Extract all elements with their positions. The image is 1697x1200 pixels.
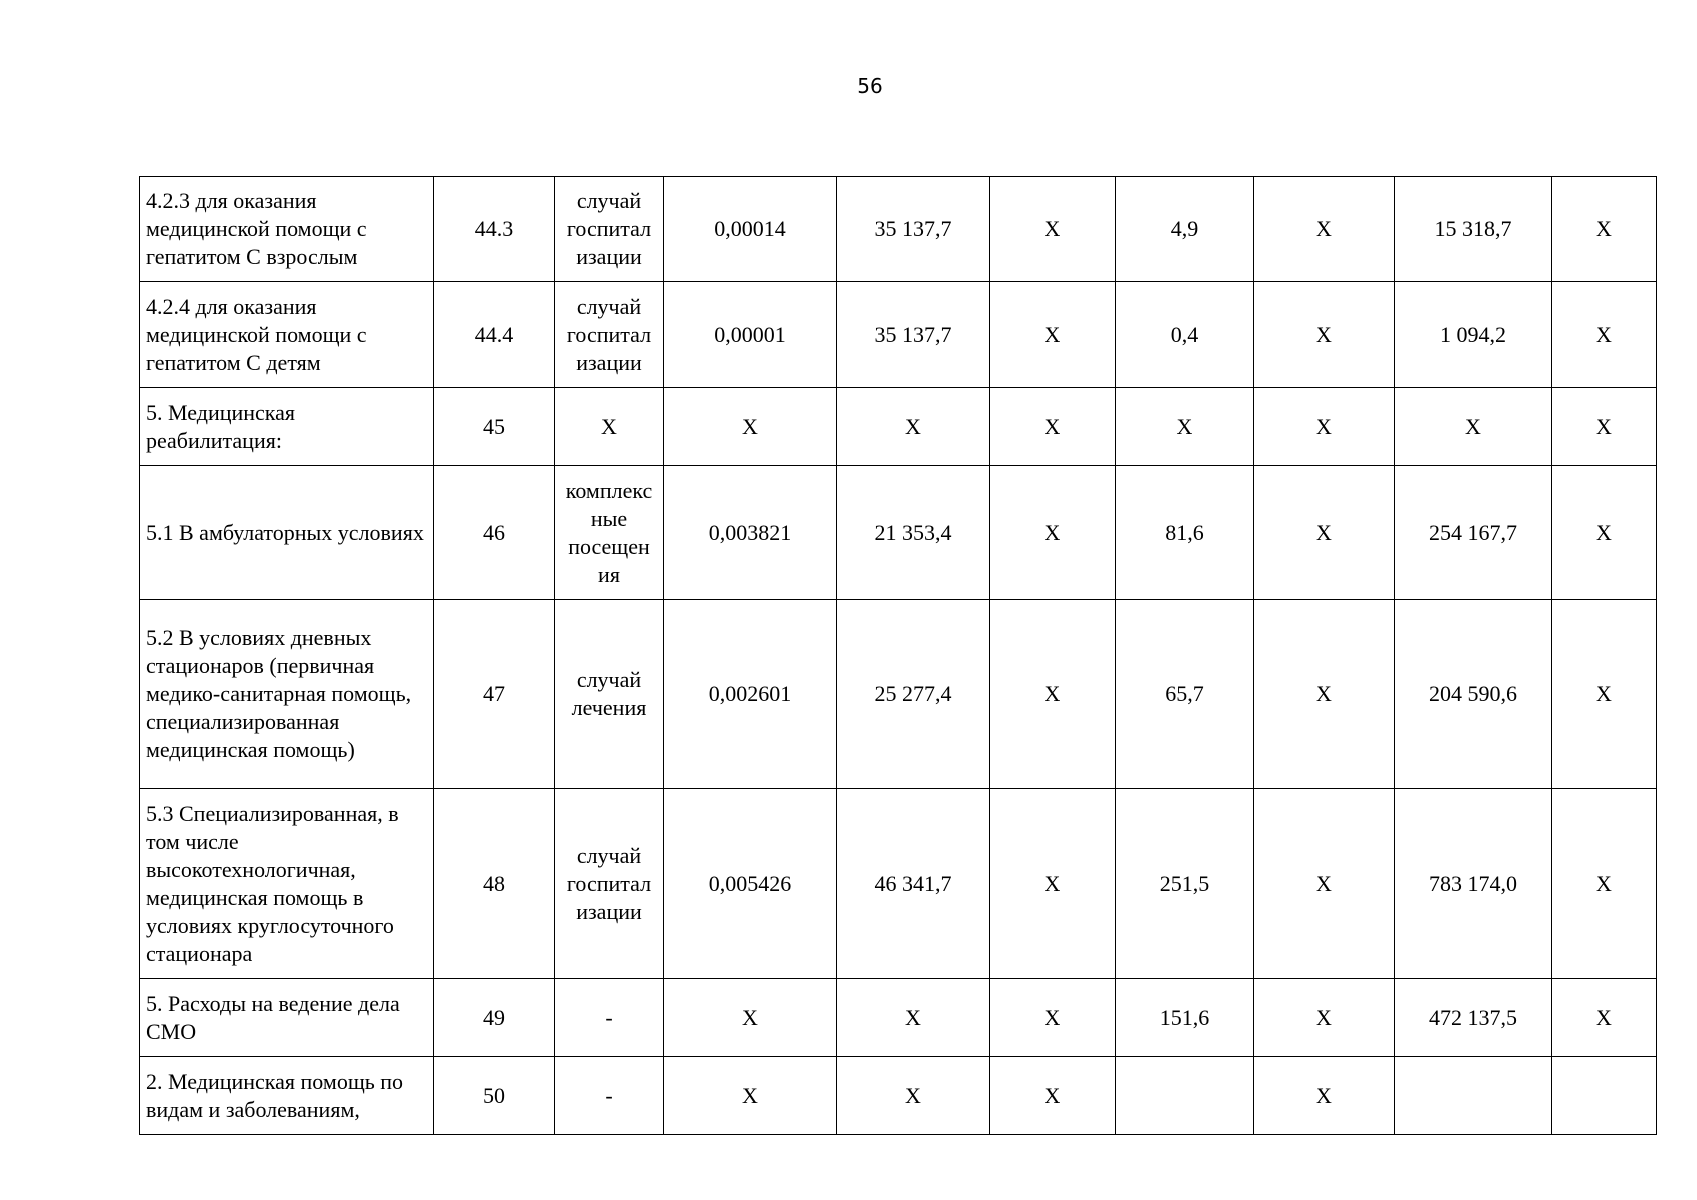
table-cell-line: 49 bbox=[434, 979, 555, 1057]
table-cell-c4: X bbox=[664, 979, 837, 1057]
table-cell-c9: 1 094,2 bbox=[1395, 282, 1552, 388]
table-cell-c4: X bbox=[664, 388, 837, 466]
table-cell-c8: X bbox=[1254, 388, 1395, 466]
table-cell-name: 4.2.4 для оказания медицинской помощи с гепатитом С детям bbox=[140, 282, 434, 388]
table-row bbox=[140, 979, 1657, 1057]
table-cell-line: 44.3 bbox=[434, 177, 555, 282]
table-row bbox=[140, 600, 1657, 789]
table-cell-c8: X bbox=[1254, 789, 1395, 979]
table-cell-c6: X bbox=[990, 388, 1116, 466]
table-cell-c8: X bbox=[1254, 466, 1395, 600]
table-cell-c5: X bbox=[837, 1057, 990, 1135]
table-cell-c4: 0,005426 bbox=[664, 789, 837, 979]
table-cell-c7 bbox=[1116, 1057, 1254, 1135]
table-cell-c8: X bbox=[1254, 979, 1395, 1057]
table-cell-c7: 251,5 bbox=[1116, 789, 1254, 979]
table-cell-c10: X bbox=[1552, 388, 1657, 466]
table-cell-name: 5. Расходы на ведение дела СМО bbox=[140, 979, 434, 1057]
table-cell-name: 5. Медицинская реабилитация: bbox=[140, 388, 434, 466]
table-cell-c4: 0,002601 bbox=[664, 600, 837, 789]
table-cell-unit: X bbox=[555, 388, 664, 466]
table-cell-name: 5.3 Специализированная, в том числе высокотехнологичная, медицинская помощь в условиях круглосуточного стационара bbox=[140, 789, 434, 979]
table-row bbox=[140, 282, 1657, 388]
table-cell-c5: 21 353,4 bbox=[837, 466, 990, 600]
table-cell-c6: X bbox=[990, 282, 1116, 388]
table-row bbox=[140, 388, 1657, 466]
table-cell-c5: X bbox=[837, 388, 990, 466]
table-row bbox=[140, 177, 1657, 282]
table-cell-c10: X bbox=[1552, 979, 1657, 1057]
table-cell-name: 2. Медицинская помощь по видам и заболеваниям, bbox=[140, 1057, 434, 1135]
table-cell-c8: X bbox=[1254, 177, 1395, 282]
table-cell-c7: 0,4 bbox=[1116, 282, 1254, 388]
table-cell-c7: 151,6 bbox=[1116, 979, 1254, 1057]
table-cell-c4: 0,003821 bbox=[664, 466, 837, 600]
table-cell-c5: 25 277,4 bbox=[837, 600, 990, 789]
table-cell-unit: комплекс ные посещен ия bbox=[555, 466, 664, 600]
table-cell-line: 44.4 bbox=[434, 282, 555, 388]
table-cell-name: 5.1 В амбулаторных условиях bbox=[140, 466, 434, 600]
table-cell-line: 50 bbox=[434, 1057, 555, 1135]
table-body bbox=[140, 177, 1657, 1135]
table-cell-c9: 15 318,7 bbox=[1395, 177, 1552, 282]
table-cell-name: 5.2 В условиях дневных стационаров (первичная медико-санитарная помощь, специализированная медицинская помощь) bbox=[140, 600, 434, 789]
table-cell-c7: 65,7 bbox=[1116, 600, 1254, 789]
table-cell-c9: 783 174,0 bbox=[1395, 789, 1552, 979]
table-cell-unit: случай госпитал изации bbox=[555, 282, 664, 388]
table-cell-c10 bbox=[1552, 1057, 1657, 1135]
table-cell-c4: 0,00001 bbox=[664, 282, 837, 388]
table-row bbox=[140, 1057, 1657, 1135]
table-cell-unit: - bbox=[555, 979, 664, 1057]
table-cell-c5: X bbox=[837, 979, 990, 1057]
table-cell-c6: X bbox=[990, 177, 1116, 282]
table-cell-c6: X bbox=[990, 466, 1116, 600]
table-row bbox=[140, 466, 1657, 600]
table-cell-c10: X bbox=[1552, 282, 1657, 388]
table-row bbox=[140, 789, 1657, 979]
table-cell-c8: X bbox=[1254, 600, 1395, 789]
table-cell-c8: X bbox=[1254, 282, 1395, 388]
table-cell-c5: 35 137,7 bbox=[837, 177, 990, 282]
table-cell-unit: случай госпитал изации bbox=[555, 789, 664, 979]
table-cell-c6: X bbox=[990, 789, 1116, 979]
table-cell-c4: X bbox=[664, 1057, 837, 1135]
table-cell-c9: 204 590,6 bbox=[1395, 600, 1552, 789]
table-cell-c6: X bbox=[990, 979, 1116, 1057]
table-cell-c10: X bbox=[1552, 600, 1657, 789]
table-cell-line: 46 bbox=[434, 466, 555, 600]
table-cell-unit: случай госпитал изации bbox=[555, 177, 664, 282]
table-cell-name: 4.2.3 для оказания медицинской помощи с гепатитом С взрослым bbox=[140, 177, 434, 282]
table-cell-c10: X bbox=[1552, 789, 1657, 979]
table-cell-c4: 0,00014 bbox=[664, 177, 837, 282]
table-cell-c9: 472 137,5 bbox=[1395, 979, 1552, 1057]
data-table bbox=[139, 176, 1657, 1135]
table-cell-unit: - bbox=[555, 1057, 664, 1135]
table-cell-c7: 81,6 bbox=[1116, 466, 1254, 600]
table-cell-line: 48 bbox=[434, 789, 555, 979]
table-cell-line: 47 bbox=[434, 600, 555, 789]
table-cell-unit: случай лечения bbox=[555, 600, 664, 789]
table-cell-c9 bbox=[1395, 1057, 1552, 1135]
table-cell-c9: X bbox=[1395, 388, 1552, 466]
table-cell-c9: 254 167,7 bbox=[1395, 466, 1552, 600]
table-cell-c5: 46 341,7 bbox=[837, 789, 990, 979]
table-cell-c7: 4,9 bbox=[1116, 177, 1254, 282]
table-cell-c10: X bbox=[1552, 466, 1657, 600]
table-cell-line: 45 bbox=[434, 388, 555, 466]
table-cell-c10: X bbox=[1552, 177, 1657, 282]
table-cell-c6: X bbox=[990, 600, 1116, 789]
table-cell-c5: 35 137,7 bbox=[837, 282, 990, 388]
table-cell-c6: X bbox=[990, 1057, 1116, 1135]
table-cell-c8: X bbox=[1254, 1057, 1395, 1135]
table-cell-c7: X bbox=[1116, 388, 1254, 466]
page-number: 56 bbox=[857, 74, 883, 98]
